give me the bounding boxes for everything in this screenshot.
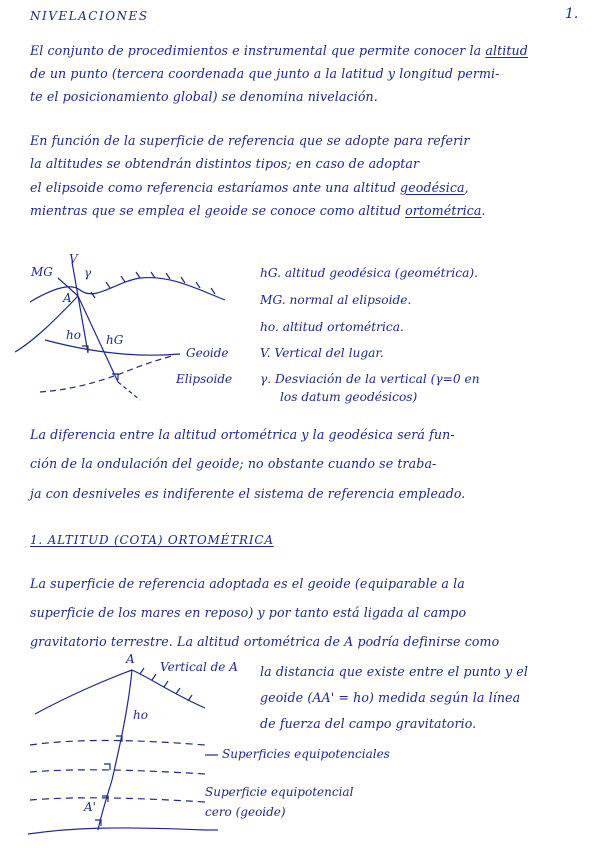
- label-ho: ho: [66, 328, 81, 342]
- para2-line-1: La diferencia entre la altitud ortométrica y la geodésica será fun-: [30, 427, 455, 442]
- geoide-curve-2: [28, 828, 205, 834]
- equipotential-1: [30, 740, 205, 745]
- legend-v: V. Vertical del lugar.: [260, 346, 384, 360]
- label2-equipotential: Superficies equipotenciales: [222, 747, 390, 761]
- label2-a-prime: A': [84, 800, 96, 814]
- label2-vertical: Vertical de A: [160, 660, 238, 674]
- para2-line-3: ja con desniveles es indiferente el sistema de referencia empleado.: [30, 486, 466, 501]
- intro-line-3: te el posicionamiento global) se denomina nivelación.: [30, 89, 378, 104]
- label2-a: A: [126, 652, 135, 666]
- intro-line-1: [30, 43, 588, 58]
- equipotential-3: [30, 798, 205, 802]
- intro-text: el elipsoide como referencia estaríamos ante una altitud: [30, 180, 401, 195]
- label-geoide: Geoide: [186, 346, 229, 360]
- label2-ho: ho: [133, 708, 148, 722]
- label-a: A: [63, 291, 72, 305]
- elipsoide-curve: [40, 356, 172, 392]
- terrain-curve: [30, 278, 225, 302]
- term-geodesica: geodésica: [400, 180, 465, 195]
- intro-line-7: [30, 203, 588, 218]
- intro-text: mientras que se emplea el geoide se conoce como altitud: [30, 203, 406, 218]
- intro-line-6: [30, 180, 588, 195]
- section1-right-line-2: geoide (AA' = ho) medida según la línea: [260, 690, 521, 705]
- legend-gamma: γ. Desviación de la vertical (γ=0 en: [260, 372, 480, 386]
- intro-text: El conjunto de procedimientos e instrumental que permite conocer la: [30, 43, 486, 58]
- term-ortometrica: ortométrica: [405, 203, 482, 218]
- intro-line-5: la altitudes se obtendrán distintos tipos; en caso de adoptar: [30, 156, 420, 171]
- dashed-extension: [118, 382, 140, 400]
- term-altitud: altitud: [485, 43, 528, 58]
- para2-line-2: ción de la ondulación del geoide; no obstante cuando se traba-: [30, 456, 437, 471]
- legend-mg: MG. normal al elipsoide.: [260, 293, 412, 307]
- legend-gamma-cont: los datum geodésicos): [280, 390, 418, 404]
- punctuation: .: [481, 203, 486, 218]
- terrain-curve-2: [35, 670, 205, 714]
- punctuation: ,: [464, 180, 469, 195]
- page-number: 1.: [565, 6, 579, 22]
- terrain-hatching: [91, 272, 215, 298]
- intro-line-2: de un punto (tercera coordenada que junto a la latitud y longitud permi-: [30, 66, 500, 81]
- vertical-line: [78, 296, 88, 353]
- label-hg: hG: [106, 333, 124, 347]
- section1-right-line-3: de fuerza del campo gravitatorio.: [260, 716, 477, 731]
- section-heading: 1. ALTITUD (COTA) ORTOMÉTRICA: [30, 533, 274, 547]
- label-v: V: [69, 252, 78, 266]
- label2-equip-zero-1: Superficie equipotencial: [205, 785, 354, 799]
- label-mg: MG: [31, 265, 53, 279]
- section1-line-2: superficie de los mares en reposo) y por tanto está ligada al campo: [30, 605, 467, 620]
- right-angle-2: [104, 764, 110, 770]
- page-title: NIVELACIONES: [30, 9, 149, 23]
- section1-right-line-1: la distancia que existe entre el punto y el: [260, 664, 528, 679]
- label2-equip-zero-2: cero (geoide): [205, 805, 286, 819]
- label-gamma: γ: [84, 266, 92, 280]
- intro-line-4: En función de la superficie de referencia que se adopte para referir: [30, 133, 470, 148]
- legend-ho: ho. altitud ortométrica.: [260, 320, 404, 334]
- section1-line-3: gravitatorio terrestre. La altitud ortométrica de A podría definirse como: [30, 634, 500, 649]
- plumb-line: [98, 670, 132, 830]
- label-elipsoide: Elipsoide: [176, 372, 233, 386]
- equipotential-2: [30, 770, 205, 774]
- section1-line-1: La superficie de referencia adoptada es el geoide (equiparable a la: [30, 576, 465, 591]
- legend-hg: hG. altitud geodésica (geométrica).: [260, 266, 478, 280]
